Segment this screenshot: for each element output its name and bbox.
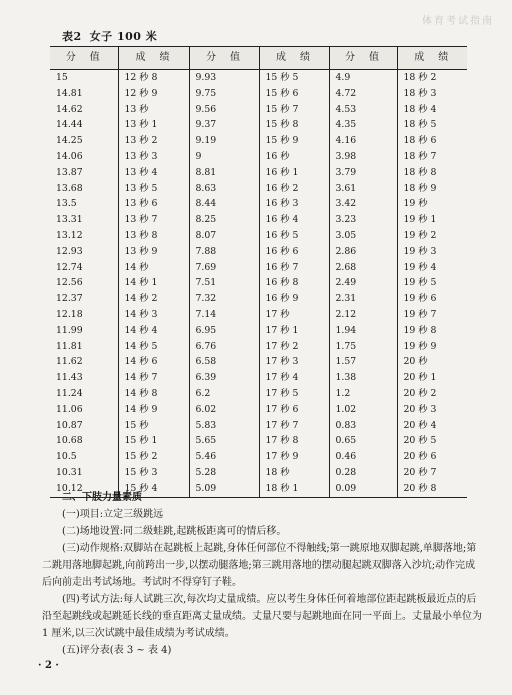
table-row — [50, 354, 467, 370]
cell-result-3: 19 秒 4 — [397, 260, 467, 276]
cell-score-2: 6.02 — [189, 402, 259, 418]
cell-score-2: 8.25 — [189, 212, 259, 228]
cell-result-2: 18 秒 1 — [259, 481, 329, 497]
cell-score-1: 15 — [56, 72, 68, 83]
cell-score-3: 2.68 — [329, 260, 397, 276]
item-test-method: (四)考试方法:每人试跳三次,每次均丈量成绩。应以考生身体任何着地部位距起跳板最近点的后沿至起跳线或起跳延长线的垂直距离丈量成绩。丈量尺要与起跳地面在同一平面上。丈量最小单位为 1 厘米,以三次试跳中最佳成绩为考试成绩。 — [42, 594, 482, 639]
cell-score-3: 1.94 — [329, 323, 397, 339]
table-row — [50, 86, 467, 102]
table-row — [50, 228, 467, 244]
cell-score-3: 0.83 — [329, 418, 397, 434]
cell-result-3: 20 秒 8 — [397, 481, 467, 497]
cell-result-2: 16 秒 9 — [259, 291, 329, 307]
cell-score-1: 13.87 — [56, 166, 83, 178]
cell-score-3: 3.23 — [329, 212, 397, 228]
cell-score-1: 12.37 — [56, 293, 83, 305]
table-row — [50, 196, 467, 212]
cell-score-1: 12.56 — [56, 277, 83, 289]
cell-score-1: 11.06 — [56, 403, 83, 415]
cell-result-1: 14 秒 4 — [118, 323, 189, 339]
cell-result-1: 13 秒 6 — [118, 196, 189, 212]
cell-result-3: 18 秒 4 — [397, 102, 467, 118]
table-row — [50, 275, 467, 291]
cell-score-2: 7.69 — [189, 260, 259, 276]
cell-result-1: 14 秒 7 — [118, 370, 189, 386]
cell-score-1: 12.93 — [56, 245, 83, 257]
cell-result-3: 18 秒 8 — [397, 165, 467, 181]
header-score-2: 分 值 — [189, 47, 259, 70]
cell-result-1: 15 秒 2 — [118, 449, 189, 465]
cell-result-3: 20 秒 6 — [397, 449, 467, 465]
table-row — [50, 291, 467, 307]
cell-result-1: 13 秒 3 — [118, 149, 189, 165]
section-heading: 二、下肢力量素质 — [62, 492, 142, 503]
cell-score-1: 11.99 — [56, 324, 83, 336]
cell-score-2: 7.88 — [189, 244, 259, 260]
cell-result-3: 19 秒 3 — [397, 244, 467, 260]
table-row — [50, 465, 467, 481]
cell-result-3: 19 秒 5 — [397, 275, 467, 291]
cell-result-2: 16 秒 6 — [259, 244, 329, 260]
cell-score-3: 3.98 — [329, 149, 397, 165]
cell-result-1: 14 秒 1 — [118, 275, 189, 291]
cell-score-2: 6.95 — [189, 323, 259, 339]
cell-score-3: 1.38 — [329, 370, 397, 386]
cell-score-3: 3.61 — [329, 181, 397, 197]
cell-score-3: 2.31 — [329, 291, 397, 307]
score-table — [50, 46, 467, 498]
cell-result-1: 14 秒 5 — [118, 339, 189, 355]
cell-score-1: 10.12 — [50, 481, 118, 497]
cell-score-1: 10.68 — [56, 435, 83, 447]
cell-score-2: 9.37 — [189, 117, 259, 133]
cell-score-1: 10.87 — [56, 419, 83, 431]
cell-result-3: 19 秒 1 — [397, 212, 467, 228]
cell-result-1: 13 秒 4 — [118, 165, 189, 181]
cell-score-3: 3.79 — [329, 165, 397, 181]
cell-result-1: 15 秒 — [118, 418, 189, 434]
cell-result-1: 15 秒 1 — [118, 433, 189, 449]
cell-score-2: 5.28 — [189, 465, 259, 481]
cell-score-1: 14.44 — [56, 119, 83, 131]
header-score-1: 分 值 — [50, 47, 118, 70]
cell-score-2: 5.09 — [189, 481, 259, 497]
cell-score-2: 5.83 — [189, 418, 259, 434]
cell-score-1: 10.5 — [56, 451, 77, 463]
cell-result-2: 18 秒 — [259, 465, 329, 481]
cell-score-3: 4.53 — [329, 102, 397, 118]
cell-score-2: 5.46 — [189, 449, 259, 465]
cell-result-2: 17 秒 — [259, 307, 329, 323]
cell-score-2: 7.32 — [189, 291, 259, 307]
cell-result-2: 17 秒 1 — [259, 323, 329, 339]
cell-result-3: 18 秒 5 — [397, 117, 467, 133]
cell-score-2: 9 — [189, 149, 259, 165]
cell-score-1: 14.81 — [56, 87, 83, 99]
table-row — [50, 244, 467, 260]
cell-result-2: 16 秒 3 — [259, 196, 329, 212]
cell-result-1: 15 秒 3 — [118, 465, 189, 481]
cell-score-3: 1.75 — [329, 339, 397, 355]
cell-result-1: 13 秒 5 — [118, 181, 189, 197]
table-row — [50, 149, 467, 165]
cell-score-1: 11.43 — [56, 372, 83, 384]
cell-result-2: 17 秒 2 — [259, 339, 329, 355]
table-header-row — [50, 47, 467, 70]
cell-result-1: 14 秒 2 — [118, 291, 189, 307]
cell-result-3: 20 秒 1 — [397, 370, 467, 386]
cell-result-3: 19 秒 9 — [397, 339, 467, 355]
cell-result-3: 18 秒 7 — [397, 149, 467, 165]
cell-score-2: 8.44 — [189, 196, 259, 212]
cell-result-3: 18 秒 6 — [397, 133, 467, 149]
cell-result-2: 16 秒 4 — [259, 212, 329, 228]
cell-result-2: 16 秒 5 — [259, 228, 329, 244]
cell-result-2: 16 秒 2 — [259, 181, 329, 197]
table-body — [50, 70, 467, 498]
cell-score-2: 6.39 — [189, 370, 259, 386]
table-row — [50, 433, 467, 449]
cell-result-3: 20 秒 7 — [397, 465, 467, 481]
cell-result-1: 13 秒 7 — [118, 212, 189, 228]
page-number: · 2 · — [38, 660, 59, 671]
cell-result-1: 15 秒 4 — [118, 481, 189, 497]
table-row — [50, 449, 467, 465]
table-row — [50, 418, 467, 434]
cell-score-3: 1.02 — [329, 402, 397, 418]
table-label: 表2 — [62, 30, 82, 43]
cell-score-3: 4.72 — [329, 86, 397, 102]
table-row — [50, 323, 467, 339]
cell-result-1: 14 秒 3 — [118, 307, 189, 323]
cell-result-2: 17 秒 6 — [259, 402, 329, 418]
cell-result-1: 14 秒 9 — [118, 402, 189, 418]
cell-score-1: 11.24 — [56, 387, 83, 399]
cell-score-2: 6.2 — [189, 386, 259, 402]
cell-score-1: 11.81 — [56, 340, 83, 352]
cell-result-1: 13 秒 — [118, 102, 189, 118]
cell-result-3: 20 秒 2 — [397, 386, 467, 402]
table-row — [50, 212, 467, 228]
cell-score-3: 2.49 — [329, 275, 397, 291]
cell-result-3: 19 秒 7 — [397, 307, 467, 323]
cell-result-3: 18 秒 9 — [397, 181, 467, 197]
table-caption — [62, 28, 157, 44]
cell-score-2: 8.07 — [189, 228, 259, 244]
cell-result-2: 15 秒 5 — [259, 70, 329, 86]
cell-result-1: 13 秒 8 — [118, 228, 189, 244]
table-row — [50, 339, 467, 355]
cell-score-1: 12.74 — [56, 261, 83, 273]
header-score-3: 分 值 — [329, 47, 397, 70]
cell-score-2: 9.19 — [189, 133, 259, 149]
cell-score-1: 13.12 — [56, 229, 83, 241]
cell-result-2: 17 秒 5 — [259, 386, 329, 402]
cell-result-2: 15 秒 6 — [259, 86, 329, 102]
cell-score-2: 8.63 — [189, 181, 259, 197]
cell-result-2: 17 秒 3 — [259, 354, 329, 370]
cell-result-1: 13 秒 9 — [118, 244, 189, 260]
cell-score-1: 13.5 — [56, 198, 77, 210]
cell-score-3: 4.9 — [329, 70, 397, 86]
cell-result-3: 20 秒 5 — [397, 433, 467, 449]
cell-score-1: 14.25 — [56, 135, 83, 147]
cell-result-1: 13 秒 1 — [118, 117, 189, 133]
cell-result-3: 20 秒 4 — [397, 418, 467, 434]
table-row — [50, 402, 467, 418]
table-row — [50, 307, 467, 323]
cell-score-2: 6.76 — [189, 339, 259, 355]
cell-result-2: 17 秒 8 — [259, 433, 329, 449]
cell-result-3: 18 秒 3 — [397, 86, 467, 102]
cell-score-3: 0.09 — [329, 481, 397, 497]
table-row — [50, 181, 467, 197]
table-row — [50, 117, 467, 133]
header-result-3: 成 绩 — [397, 47, 467, 70]
cell-result-1: 14 秒 8 — [118, 386, 189, 402]
table-row — [50, 260, 467, 276]
cell-result-2: 16 秒 7 — [259, 260, 329, 276]
cell-result-1: 14 秒 6 — [118, 354, 189, 370]
cell-score-3: 4.35 — [329, 117, 397, 133]
cell-score-1: 13.68 — [56, 182, 83, 194]
cell-result-3: 19 秒 2 — [397, 228, 467, 244]
cell-result-3: 19 秒 6 — [397, 291, 467, 307]
cell-score-1: 11.62 — [56, 356, 83, 368]
item-score-table-ref: (五)评分表(表 3 ~ 表 4) — [62, 645, 172, 656]
item-action-spec: (三)动作规格:双脚站在起跳板上起跳,身体任何部位不得触线;第一跳原地双脚起跳,单脚落地;第二跳用落地脚起跳,向前跨出一步,以摆动腿落地;第三跳用落地的摆动腿起跳双脚落入沙坑;动作完成后向前走出考试场地。考试时不得穿钉子鞋。 — [42, 543, 477, 588]
cell-result-2: 15 秒 7 — [259, 102, 329, 118]
cell-score-1: 12.18 — [56, 308, 83, 320]
cell-score-2: 8.81 — [189, 165, 259, 181]
cell-score-3: 2.86 — [329, 244, 397, 260]
cell-result-1: 14 秒 — [118, 260, 189, 276]
cell-score-2: 9.93 — [189, 70, 259, 86]
cell-result-1: 13 秒 2 — [118, 133, 189, 149]
table-row — [50, 70, 467, 86]
cell-score-3: 0.28 — [329, 465, 397, 481]
cell-result-2: 15 秒 8 — [259, 117, 329, 133]
cell-result-3: 19 秒 — [397, 196, 467, 212]
cell-score-1: 14.06 — [56, 150, 83, 162]
cell-result-3: 20 秒 3 — [397, 402, 467, 418]
cell-result-2: 16 秒 1 — [259, 165, 329, 181]
cell-score-3: 3.42 — [329, 196, 397, 212]
cell-result-1: 12 秒 8 — [118, 70, 189, 86]
table-row — [50, 370, 467, 386]
table-row — [50, 386, 467, 402]
cell-score-3: 0.46 — [329, 449, 397, 465]
cell-score-3: 4.16 — [329, 133, 397, 149]
cell-result-2: 15 秒 9 — [259, 133, 329, 149]
cell-result-3: 20 秒 — [397, 354, 467, 370]
cell-score-1: 13.31 — [56, 214, 83, 226]
table-title: 女子 100 米 — [89, 30, 158, 43]
running-header: 体育考试指南 — [422, 16, 494, 27]
section-body — [42, 489, 482, 659]
table-row — [50, 102, 467, 118]
cell-result-3: 19 秒 8 — [397, 323, 467, 339]
cell-result-3: 18 秒 2 — [397, 70, 467, 86]
cell-score-3: 3.05 — [329, 228, 397, 244]
header-result-1: 成 绩 — [118, 47, 189, 70]
cell-result-2: 17 秒 7 — [259, 418, 329, 434]
cell-result-2: 17 秒 9 — [259, 449, 329, 465]
cell-score-2: 7.14 — [189, 307, 259, 323]
cell-score-1: 14.62 — [56, 103, 83, 115]
cell-score-3: 1.57 — [329, 354, 397, 370]
cell-result-2: 16 秒 8 — [259, 275, 329, 291]
cell-score-2: 6.58 — [189, 354, 259, 370]
cell-score-2: 5.65 — [189, 433, 259, 449]
cell-result-1: 12 秒 9 — [118, 86, 189, 102]
cell-score-3: 2.12 — [329, 307, 397, 323]
table-row — [50, 133, 467, 149]
item-venue: (二)场地设置:同二级蛙跳,起跳板距离可的情后移。 — [62, 526, 287, 537]
cell-score-2: 9.56 — [189, 102, 259, 118]
cell-score-2: 9.75 — [189, 86, 259, 102]
cell-score-3: 0.65 — [329, 433, 397, 449]
header-result-2: 成 绩 — [259, 47, 329, 70]
table-row — [50, 165, 467, 181]
item-project: (一)项目:立定三级跳远 — [62, 509, 164, 520]
cell-score-1: 10.31 — [56, 466, 83, 478]
cell-score-3: 1.2 — [329, 386, 397, 402]
cell-score-2: 7.51 — [189, 275, 259, 291]
cell-result-2: 17 秒 4 — [259, 370, 329, 386]
cell-result-2: 16 秒 — [259, 149, 329, 165]
